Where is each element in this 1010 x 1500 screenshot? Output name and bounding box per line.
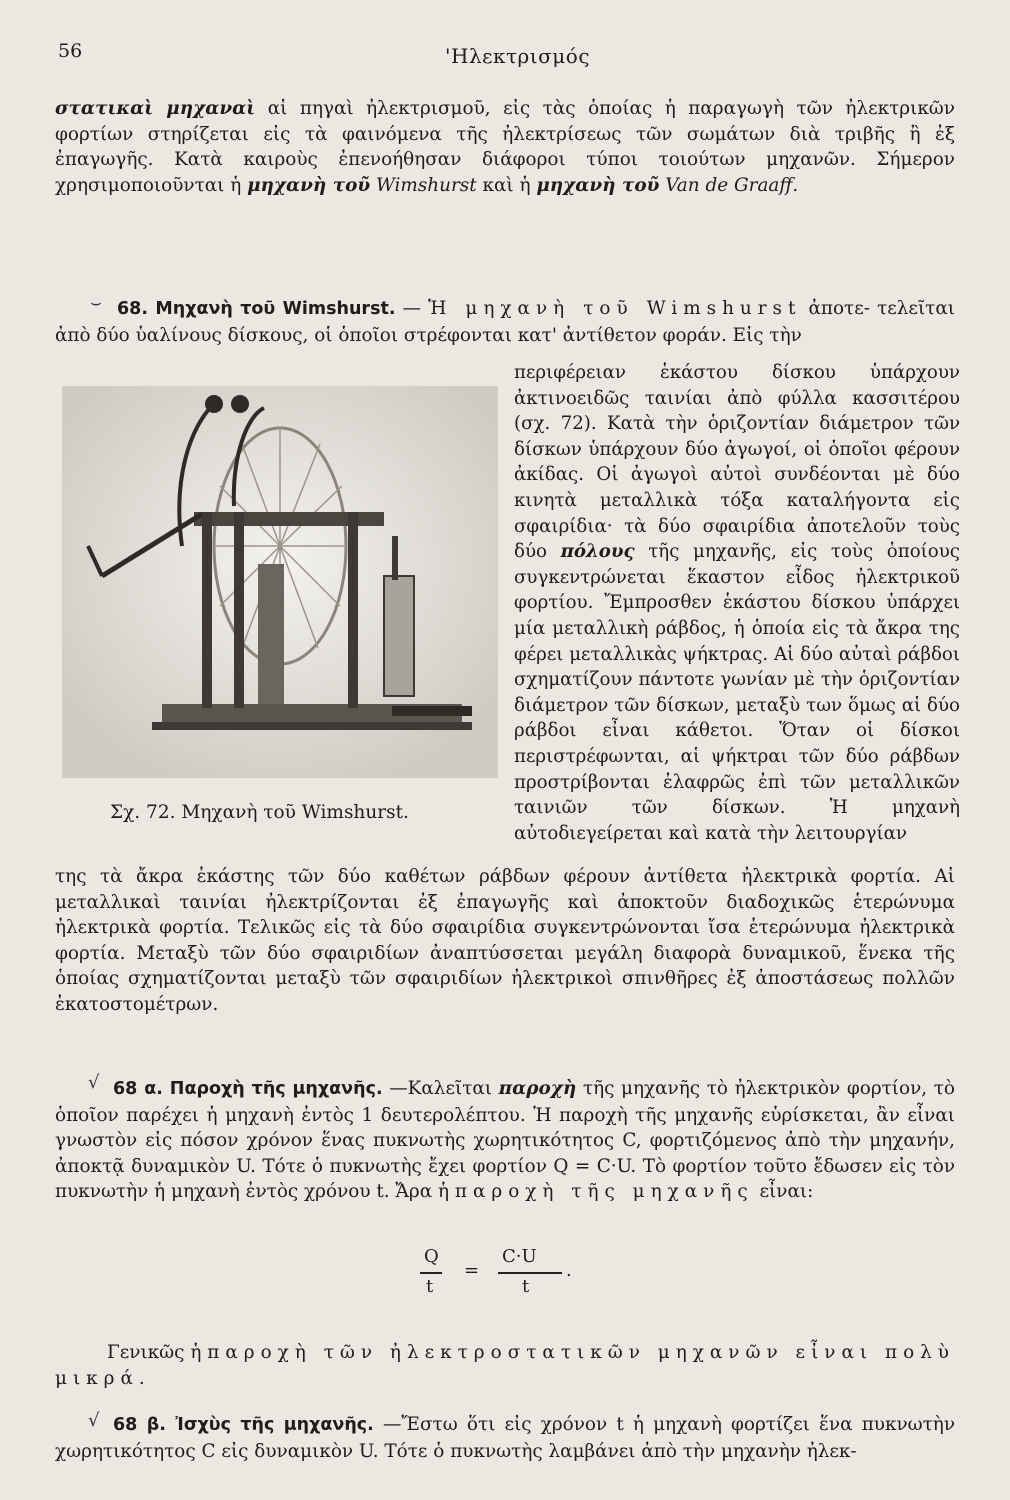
section-68a-dash: —Καλεῖται <box>389 1078 492 1099</box>
intro-and: καὶ ἡ <box>482 174 531 196</box>
intro-paragraph <box>55 96 955 198</box>
section-68b-paragraph <box>55 1412 955 1464</box>
section-68-heading: 68. Μηχανὴ τοῦ Wimshurst. <box>117 299 396 319</box>
formula-flow <box>418 1246 598 1316</box>
intro-term3: μηχανὴ τοῦ <box>536 174 660 196</box>
general-lead: Γενικῶς ἡ <box>107 1342 202 1363</box>
check-mark-2-icon: √ <box>88 1410 100 1431</box>
formula-equals: = <box>464 1260 480 1281</box>
pencil-mark-icon: ⌣ <box>90 292 102 313</box>
section-68-intro <box>55 296 955 348</box>
intro-term2: μηχανὴ τοῦ <box>247 174 371 196</box>
section-68a-spaced: παροχὴ τῆς μηχανῆς <box>454 1181 754 1203</box>
intro-name-wimshurst: Wimshurst <box>375 174 477 196</box>
intro-text: αἱ πηγαὶ ἠλεκτρισμοῦ, εἰς τὰς ὁποίας ἡ παραγωγὴ τῶν ἠλεκτρικῶν φορτίων στηρίζεται εἰς τὰ φαινόμενα τῆς ἠλεκτρίσεως τῶν σωμάτων διὰ τριβῆς ἢ ἐξ ἐπαγωγῆς. Κατὰ καιροὺς ἐπενοήθησαν διάφοροι τύποι τοιούτων μηχανῶν. Σήμερον χρησιμοποιοῦνται ἡ <box>55 98 955 196</box>
running-title: 'Ηλεκτρισμός <box>445 44 591 68</box>
formula-num-cu: C·U <box>502 1246 537 1267</box>
section-68b-heading: 68 β. Ἰσχὺς τῆς μηχανῆς. <box>113 1415 374 1435</box>
general-statement <box>55 1340 955 1391</box>
section-68-spaced: Ἡ μηχανὴ τοῦ Wimshurst <box>428 298 802 319</box>
intro-name-vandegraaff: Van de Graaff. <box>665 174 799 196</box>
section-68-dash: — <box>402 298 421 319</box>
general-spaced: παροχὴ τῶν ἠλεκτροστατικῶν μηχανῶν εἶναι πολὺ μικρά. <box>55 1342 955 1389</box>
section-68a-term: παροχὴ <box>498 1078 577 1099</box>
formula-den-t1: t <box>426 1276 434 1297</box>
section-68a-heading: 68 α. Παροχὴ τῆς μηχανῆς. <box>113 1079 383 1099</box>
col-term-poles: πόλους <box>560 541 635 563</box>
section-68-line1-rest: ἀποτε- <box>808 298 870 319</box>
col-text-b: τῆς μηχανῆς, εἰς τοὺς ὁποίους συγκεντρώνεται ἕκαστον εἶδος ἠλεκτρικοῦ φορτίου. Ἔμπροσθεν ἑκάστου δίσκου ὑπάρχει μία μεταλλικὴ ράβδος, ἡ ὁποία εἰς τὰ ἄκρα της φέρει μεταλλικὰς ψήκτρας. Αἱ δύο αὐταὶ ράβδοι σχηματίζουν πάντοτε γωνίαν μὲ τὴν ὁριζοντίαν διάμετρον τῶν δίσκων, μεταξὺ των ὅμως αἱ δύο ράβδοι εἶναι κάθετοι. Ὅταν οἱ δίσκοι περιστρέφωνται, αἱ ψήκτραι τῶν δύο ράβδων προστρίβονται ἐλαφρῶς ἐπὶ τῶν μεταλλικῶν ταινιῶν τῶν δίσκων. Ἡ μηχανὴ αὐτοδιεγείρεται καὶ κατὰ τὴν λειτουργίαν <box>514 541 960 844</box>
section-68a-text: τῆς μηχανῆς τὸ ἠλεκτρικὸν φορτίον, τὸ ὁποῖον παρέχει ἡ μηχανὴ ἐντὸς 1 δευτερολέπτου. Ἡ παροχὴ τῆς μηχανῆς εὑρίσκεται, ἂν εἶναι γνωστὸν εἰς πόσον χρόνον ἕνας πυκνωτὴς χωρητικότητος C, φορτιζόμενος ἀπὸ τὴν μηχανήν, ἀποκτᾷ δυναμικὸν U. Τότε ὁ πυκνωτὴς ἔχει φορτίον Q = C·U. Τὸ φορτίον τοῦτο ἔδωσεν εἰς τὸν πυκνωτὴν ἡ μηχανὴ ἐντὸς χρόνου t. Ἄρα ἡ <box>55 1078 955 1203</box>
sphere-left-icon <box>205 395 223 413</box>
formula-num-q: Q <box>424 1246 439 1267</box>
wimshurst-machine-illustration <box>62 386 498 778</box>
section-68a-end: εἶναι: <box>759 1181 814 1203</box>
formula-period: . <box>566 1260 572 1281</box>
intro-term: στατικαὶ μηχαναὶ <box>55 98 256 119</box>
sphere-right-icon <box>231 395 249 413</box>
figure-72-wimshurst-machine <box>62 386 498 778</box>
section-68b-text: —Ἔστω ὅτι εἰς χρόνον t ἡ μηχανὴ φορτίζει ἕνα πυκνωτὴν χωρητικότητος C εἰς δυναμικὸν U. Τότε ὁ πυκνωτὴς λαμβάνει ἀπὸ τὴν μηχανὴν ἠλεκ- <box>55 1414 955 1462</box>
figure-caption: Σχ. 72. Μηχανὴ τοῦ Wimshurst. <box>110 802 409 823</box>
section-68a-paragraph <box>55 1076 955 1205</box>
section-68-continuation: της τὰ ἄκρα ἑκάστης τῶν δύο καθέτων ράβδων φέρουν ἀντίθετα ἠλεκτρικὰ φορτία. Αἱ μεταλλικαὶ ταινίαι ἠλεκτρίζονται ἐξ ἐπαγωγῆς καὶ ἀποκτοῦν διαδοχικῶς ἑτερώνυμα ἠλεκτρικὰ φορτία. Τελικῶς εἰς τὰ δύο σφαιρίδια συγκεντρώνονται ἴσα ἑτερώνυμα ἠλεκτρικὰ φορτία. Μεταξὺ τῶν δύο σφαιριδίων ἀναπτύσσεται μεγάλη διαφορὰ δυναμικοῦ, ἕνεκα τῆς ὁποίας σχηματίζονται μεταξὺ τῶν σφαιριδίων ἠλεκτρικοὶ σπινθῆρες ἐξ ἀποστάσεως πολλῶν ἑκατοστομέτρων. <box>55 866 955 1015</box>
formula-den-t2: t <box>522 1276 530 1297</box>
check-mark-icon: √ <box>88 1072 100 1093</box>
col-text-a: περιφέρειαν ἑκάστου δίσκου ὑπάρχουν ἀκτινοειδῶς ταινίαι ἀπὸ φύλλα κασσιτέρου (σχ. 72). Κατὰ τὴν ὁριζοντίαν διάμετρον τῶν δίσκων ὑπάρχουν δύο ἀγωγοί, οἱ ὁποῖοι φέρουν ἀκίδας. Οἱ ἀγωγοὶ αὐτοὶ συνδέονται μὲ δύο κινητὰ μεταλλικὰ τόξα καταλήγοντα εἰς σφαιρίδια· τὰ δύο σφαιρίδια ἀποτελοῦν τοὺς δύο <box>514 362 960 563</box>
page-number: 56 <box>58 40 83 62</box>
section-68-line2: τελεῖται ἀπὸ δύο ὑαλίνους δίσκους, οἱ ὁποῖοι στρέφονται κατ' ἀντίθετον φοράν. Εἰς τὴν <box>55 298 955 346</box>
section-68-right-column <box>514 360 960 846</box>
